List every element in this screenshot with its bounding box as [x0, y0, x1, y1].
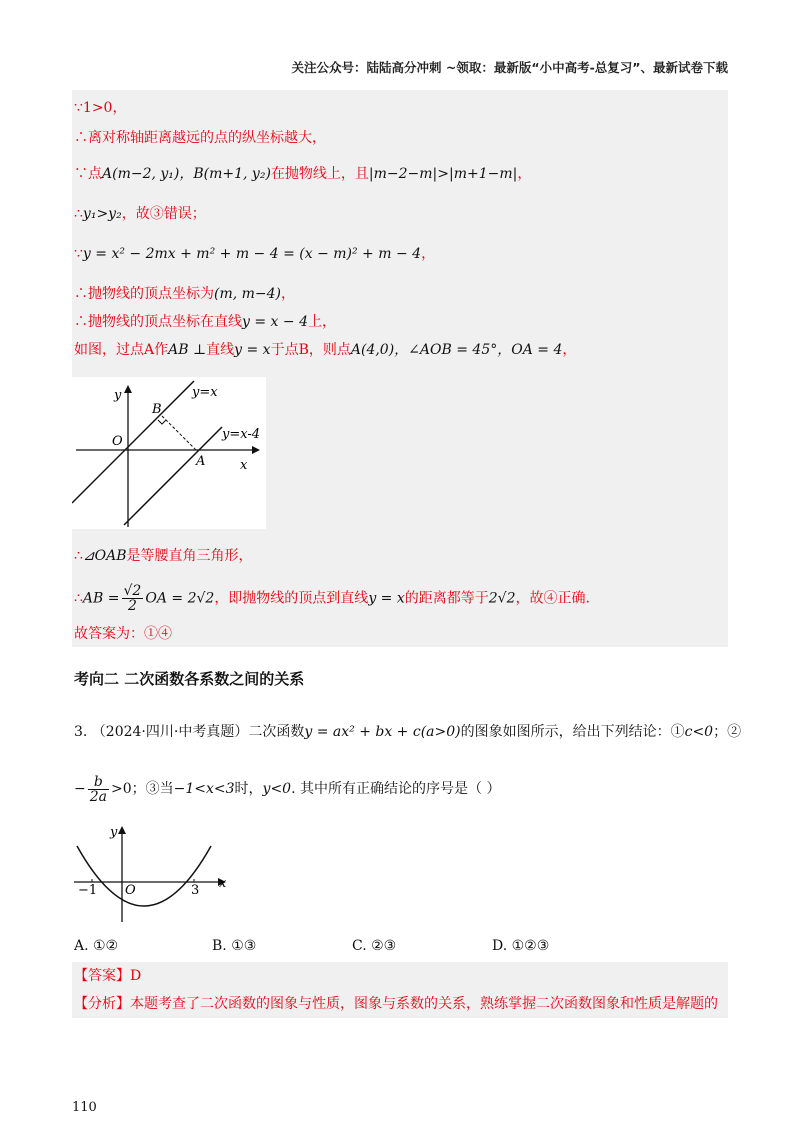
text: 直线 — [206, 342, 235, 358]
math: OA = 2√2 — [145, 590, 215, 607]
text: 的图象如图所示，给出下列结论：① — [460, 724, 685, 740]
math: y = x — [368, 590, 405, 607]
fraction-sqrt2-over-2 — [122, 584, 144, 613]
denominator: 2a — [89, 788, 107, 805]
label-minus-1: −1 — [78, 883, 98, 898]
solution-line-3 — [74, 164, 531, 184]
text: 如图，过点A作 — [74, 342, 169, 358]
label-x: x — [240, 458, 248, 473]
solution-line-9 — [74, 546, 253, 566]
answer-value: D — [130, 968, 142, 984]
text: ，故③错误； — [121, 206, 206, 222]
label-line-2: y=x-4 — [222, 427, 261, 442]
solution-line-4 — [74, 204, 206, 224]
solution-line-6 — [74, 284, 295, 304]
math: y = ax² + bx + c(a>0) — [304, 724, 461, 740]
answer-tag: 【答案】 — [74, 968, 130, 984]
text: 是等腰直角三角形， — [126, 548, 253, 564]
math: A(4,0)，∠AOB = 45°，OA = 4 — [350, 342, 563, 358]
math: |m−2−m|>|m+1−m| — [368, 166, 518, 182]
solution-line-7 — [74, 312, 336, 332]
label-b: B — [152, 402, 162, 417]
solution-line-11: 故答案为：①④ — [74, 626, 172, 642]
text: ；② — [713, 724, 742, 740]
text: . 其中所有正确结论的序号是（ ） — [291, 781, 501, 797]
fraction-b-over-2a — [88, 775, 109, 804]
question-line-2 — [74, 774, 500, 804]
math: y = x² − 2mx + m² + m − 4 = (x − m)² + m − 4 — [82, 246, 422, 262]
text: ， — [421, 246, 436, 262]
label-y: y — [110, 825, 118, 840]
numerator: √2 — [123, 583, 142, 599]
figure-background — [72, 377, 266, 529]
math: 2√2 — [488, 590, 516, 607]
text: ∵ — [74, 246, 83, 262]
solution-line-10 — [74, 584, 590, 613]
text: ∴抛物线的顶点坐标在直线 — [74, 314, 242, 330]
figure-parabola — [72, 820, 236, 924]
math: y = x — [234, 342, 271, 358]
text: 3. （2024·四川·中考真题）二次函数 — [74, 724, 305, 740]
text: ∴ — [74, 590, 83, 607]
text: ∴抛物线的顶点坐标为 — [74, 286, 214, 302]
solution-line-1: ∵1>0， — [74, 100, 127, 116]
math: y₁>y₂ — [82, 206, 122, 222]
math: (m, m−4) — [214, 286, 282, 302]
section-title: 考向二 二次函数各系数之间的关系 — [74, 670, 305, 688]
text: ，即抛物线的顶点到直线 — [214, 590, 369, 607]
text: 上， — [307, 314, 336, 330]
answer-line — [74, 966, 141, 986]
text: ， — [281, 286, 296, 302]
question-line-1 — [74, 722, 741, 742]
math: ⊿OAB — [82, 548, 127, 564]
label-line-1: y=x — [192, 385, 218, 400]
math: −1<x<3 — [173, 781, 235, 797]
option-c: C. ②③ — [352, 938, 397, 954]
label-y: y — [114, 388, 122, 403]
math: c<0 — [684, 724, 714, 740]
page-header: 关注公众号：陆陆高分冲刺 ~领取：最新版“小中高考-总复习”、最新试卷下载 — [291, 60, 728, 75]
option-b: B. ①③ — [212, 938, 257, 954]
text: 于点B，则点 — [270, 342, 351, 358]
text: ∴ — [74, 548, 83, 564]
option-d: D. ①②③ — [492, 938, 550, 954]
analysis-tag: 【分析】 — [74, 996, 130, 1012]
text: ， — [517, 166, 532, 182]
text: ，故④正确. — [515, 590, 590, 607]
math: AB = — [82, 590, 120, 607]
denominator: 2 — [127, 598, 137, 614]
math: AB ⊥ — [168, 342, 207, 358]
label-o: O — [125, 883, 136, 898]
text: 在抛物线上，且 — [270, 166, 369, 182]
math: A(m−2, y₁)，B(m+1, y₂) — [102, 166, 271, 182]
text: ∵点 — [74, 166, 102, 182]
analysis-text: 本题考查了二次函数的图象与性质，图象与系数的关系，熟练掌握二次函数图象和性质是解题的 — [130, 996, 718, 1012]
text: 时， — [234, 781, 263, 797]
text: >0；③当 — [111, 781, 174, 797]
solution-line-8 — [74, 340, 576, 360]
text: 的距离都等于 — [404, 590, 489, 607]
math: y = x − 4 — [242, 314, 308, 330]
label-3: 3 — [191, 883, 200, 898]
text: ， — [562, 342, 577, 358]
option-a: A. ①② — [74, 938, 119, 954]
solution-line-2: ∴离对称轴距离越远的点的纵坐标越大， — [74, 130, 326, 146]
text: − — [74, 781, 86, 797]
label-x: x — [219, 876, 227, 891]
math: y<0 — [262, 781, 292, 797]
figure-lines-diagram — [72, 377, 266, 529]
text: ∴ — [74, 206, 83, 222]
answer-options — [74, 938, 674, 958]
solution-line-5 — [74, 244, 435, 264]
label-a: A — [196, 454, 206, 469]
page-number: 110 — [72, 1100, 97, 1115]
numerator: b — [88, 775, 109, 790]
y-axis-arrow — [118, 826, 126, 834]
analysis-line — [74, 994, 718, 1014]
label-o: O — [112, 434, 123, 449]
